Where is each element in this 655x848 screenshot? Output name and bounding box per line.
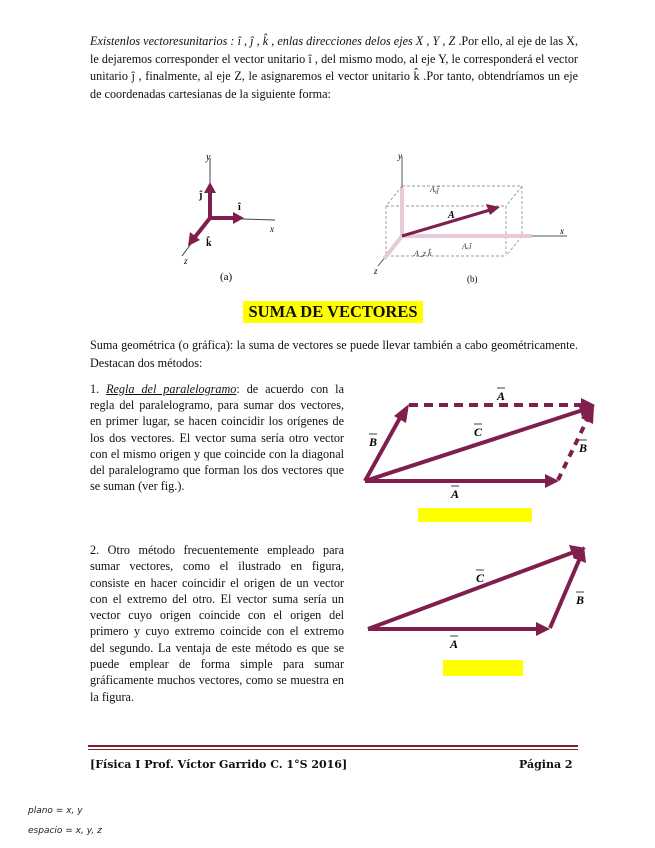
- fig-b-label-ayj: Aᵧĵ: [430, 185, 439, 194]
- label-b-left: B: [369, 435, 378, 449]
- figure-parallelogram: [355, 380, 605, 505]
- footer-rule-thin: [88, 749, 578, 750]
- footer-rule-thick: [88, 745, 578, 747]
- section-title: SUMA DE VECTORES: [243, 301, 423, 323]
- fig-a-label-j: ĵ: [199, 190, 203, 201]
- fig-b-label-axi: Aₓî: [462, 242, 472, 251]
- unit-vector-i-head: [233, 212, 244, 224]
- unit-vector-k: [195, 218, 210, 237]
- fig-a-label-k: k̂: [206, 238, 212, 249]
- fig-b-label-a: A: [448, 210, 455, 221]
- figure-triangle: [362, 542, 602, 662]
- fig-b-label-azk: A_z k̂: [414, 249, 432, 258]
- tri-label-c: C: [476, 571, 485, 585]
- tri-vector-a-head: [536, 622, 550, 636]
- vector-a-3d: [402, 210, 490, 236]
- method1-paragraph: [90, 381, 344, 494]
- label-b-right: B: [579, 441, 588, 455]
- tri-vector-c: [368, 552, 574, 629]
- footer-left: [Física I Prof. Víctor Garrido C. 1°S 2016]: [90, 758, 348, 771]
- method1-text: : de acuerdo con la regla del paralelogramo, para sumar dos vectores, en primer lugar, se hacen coincidir los orígenes de los dos vectores. El vector suma sería otro vector con el mismo origen y que coincide con la diagonal del paralelogramo que forman los dos vectores que se suman (ver fig.).: [90, 382, 344, 494]
- method1-name: Regla del paralelogramo: [106, 382, 237, 396]
- method1-number: 1.: [90, 382, 107, 396]
- intro-rest: .Por ello, al eje de las X, le dejaremos corresponder el vector unitario î , del mismo modo, al eje Y, le corresponderá el vector unitario ĵ , finalmente, al eje Z, le asignaremos el vector unitario k̂ .Por tanto, obtendríamos un eje de coordenadas cartesianas de la siguiente forma:: [90, 34, 578, 101]
- fig-a-label-y: y: [206, 152, 211, 163]
- fig-b-label-x: x: [560, 226, 564, 236]
- vector-a-head: [545, 474, 559, 488]
- sum-intro: Suma geométrica (o gráfica): la suma de vectores se puede llevar también a cabo geométricamente. Destacan dos métodos:: [90, 338, 578, 370]
- handwritten-note-plane: plano = x, y: [28, 806, 83, 816]
- tri-label-overarrows: [450, 570, 584, 636]
- label-c: C: [474, 425, 483, 439]
- handwritten-note-space: espacio = x, y, z: [28, 826, 102, 836]
- footer-right: Página 2: [519, 758, 573, 771]
- unit-vector-j-head: [204, 182, 216, 193]
- highlight-box-2: [443, 660, 523, 676]
- tri-label-a: A: [450, 637, 459, 651]
- figure-vector-components: [372, 148, 582, 288]
- fig-b-caption: (b): [467, 274, 478, 284]
- fig-a-label-z: z: [184, 256, 188, 266]
- intro-paragraph: [90, 33, 578, 103]
- fig-a-caption: (a): [220, 271, 233, 283]
- label-a-bottom: A: [451, 487, 460, 501]
- fig-b-label-z: z: [374, 266, 378, 276]
- vector-b-head: [394, 404, 409, 423]
- intro-italic: Existenlos vectoresunitarios : î , ĵ , k̂ , enlas direcciones delos ejes X , Y , Z: [90, 34, 456, 48]
- tri-label-b: B: [576, 593, 585, 607]
- highlight-box-1: [418, 508, 532, 522]
- method2-paragraph: 2. Otro método frecuentemente empleado para sumar vectores, como el ilustrado en figura, consiste en hacer coincidir el origen de un vector con el extremo del otro. El vector suma sería un vector cuyo origen coincide con el origen del primero y cuyo extremo coincide con el extremo del segundo. La ventaja de este método es que se puede emplear de forma simple para sumar gráficamente muchos vectores, como se muestra en la figura.: [90, 543, 344, 704]
- label-a-top: A: [497, 389, 506, 403]
- figure-unit-vectors: [170, 148, 290, 288]
- fig-a-label-x: x: [270, 224, 274, 234]
- fig-a-label-i: î: [238, 202, 241, 213]
- fig-b-label-y: y: [398, 151, 402, 161]
